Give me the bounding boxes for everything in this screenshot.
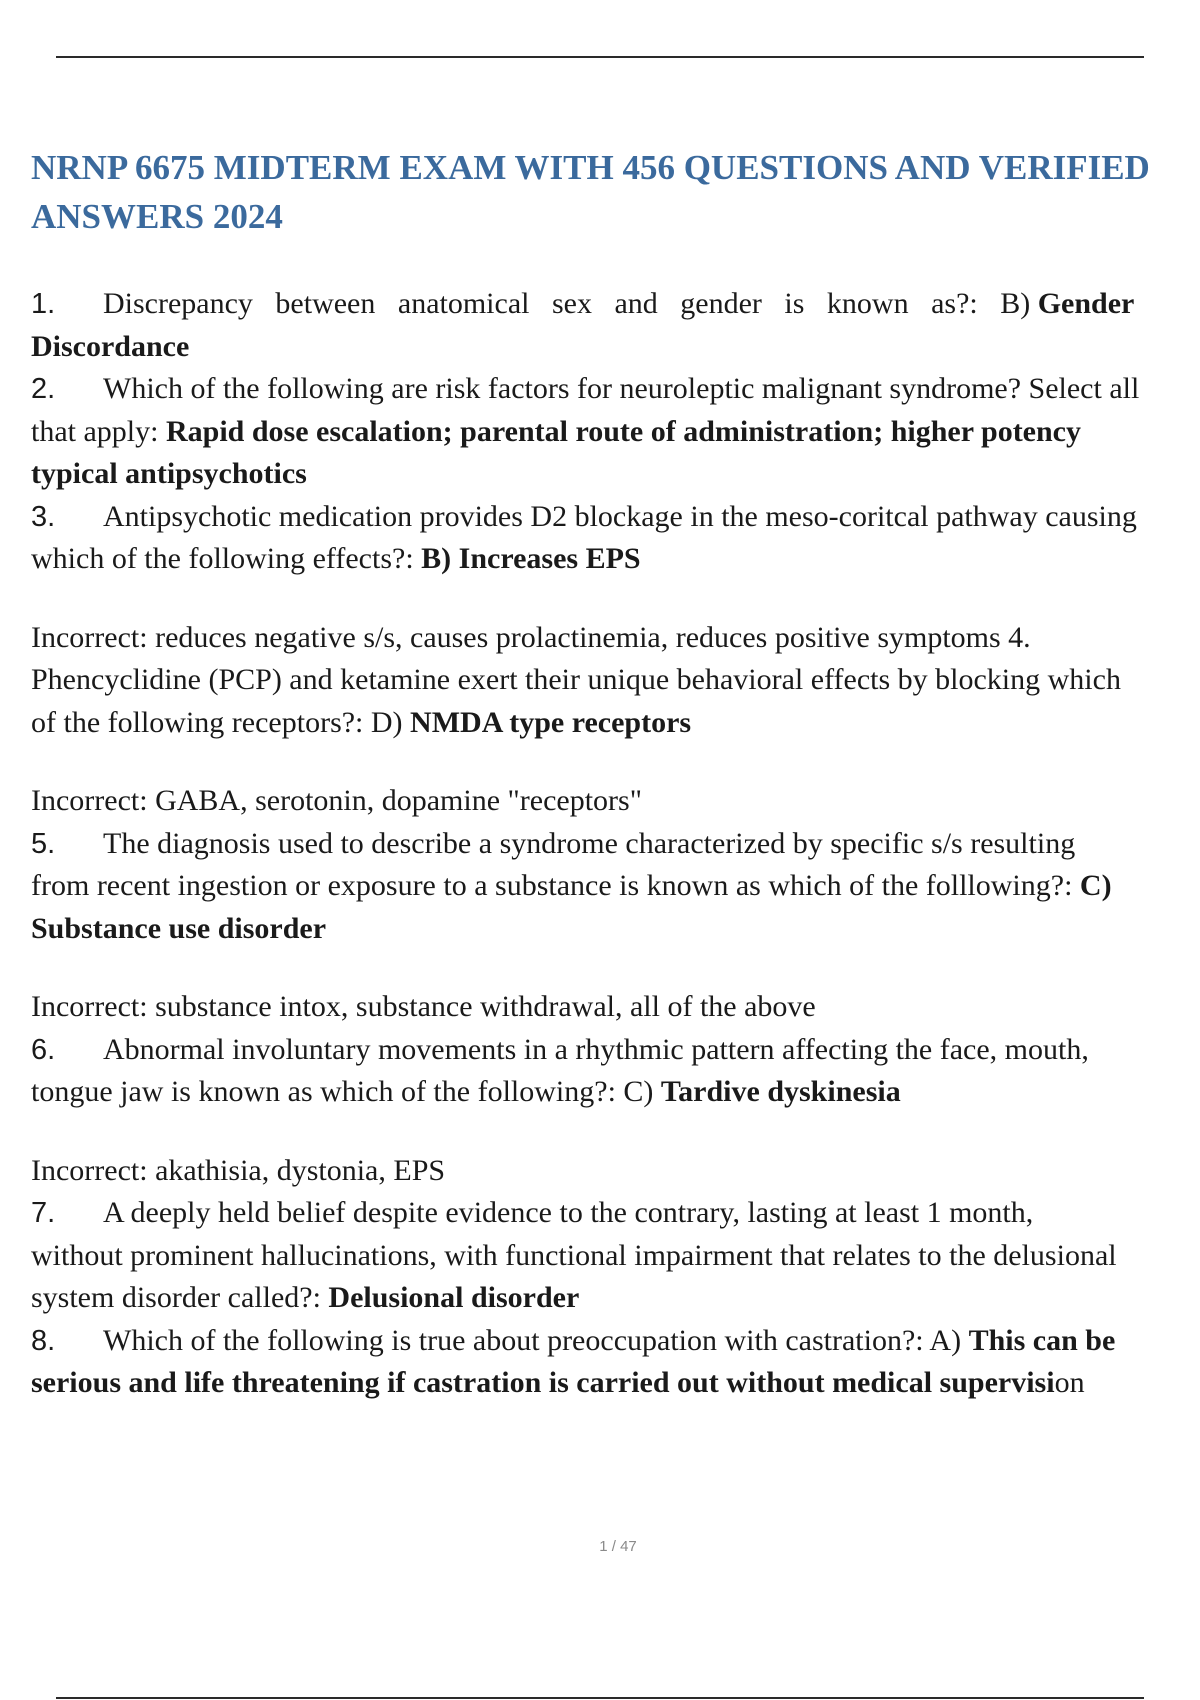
- question-text: Phencyclidine (PCP) and ketamine exert their unique behavioral effects by blocking which: [31, 663, 1121, 696]
- top-rule: [56, 56, 1144, 58]
- incorrect-note: Incorrect: substance intox, substance withdrawal, all of the above: [31, 990, 816, 1023]
- answer-text: Gender: [1037, 287, 1135, 320]
- answer-text: B) Increases EPS: [421, 542, 641, 575]
- title-line-2: ANSWERS 2024: [31, 197, 283, 236]
- question-number: 8.: [31, 1324, 56, 1357]
- answer-text: typical antipsychotics: [31, 457, 307, 490]
- question-number: 5.: [31, 827, 56, 860]
- answer-text: C): [1079, 869, 1112, 902]
- answer-text: Discordance: [31, 329, 190, 363]
- answer-text: serious and life threatening if castration is carried out without medical supervisi: [31, 1366, 1055, 1399]
- answer-text: Substance use disorder: [31, 911, 327, 945]
- question-text: tongue jaw is known as which of the following?: C): [31, 1075, 654, 1108]
- question-1: [31, 283, 1197, 368]
- question-number: 6.: [31, 1033, 56, 1066]
- question-text: Which of the following are risk factors for neuroleptic malignant syndrome? Select all: [103, 372, 1140, 405]
- question-7: [31, 1192, 1197, 1320]
- question-text: The diagnosis used to describe a syndrome characterized by specific s/s resulting: [103, 826, 1076, 860]
- answer-text: Rapid dose escalation; parental route of administration; higher potency: [165, 414, 1081, 448]
- question-text: Abnormal involuntary movements in a rhythmic pattern affecting the face, mouth,: [103, 1032, 1089, 1066]
- document-title: [31, 143, 1181, 241]
- answer-text: This can be: [968, 1323, 1116, 1357]
- incorrect-note: Incorrect: akathisia, dystonia, EPS: [31, 1153, 446, 1187]
- title-line-1: NRNP 6675 MIDTERM EXAM WITH 456 QUESTIONS AND VERIFIED: [31, 148, 1150, 187]
- question-8: [31, 1320, 1197, 1405]
- question-text: Discrepancy between anatomical sex and gender is known as?: B): [103, 287, 1031, 320]
- question-text: from recent ingestion or exposure to a substance is known as which of the folllowing?:: [31, 869, 1073, 902]
- question-3: [31, 496, 1197, 823]
- question-text: A deeply held belief despite evidence to the contrary, lasting at least 1 month,: [103, 1196, 1034, 1229]
- incorrect-note: Incorrect: reduces negative s/s, causes prolactinemia, reduces positive symptoms 4.: [31, 620, 1031, 654]
- question-text: of the following receptors?: D): [31, 705, 403, 739]
- question-text: which of the following effects?:: [31, 542, 414, 575]
- incorrect-note: Incorrect: GABA, serotonin, dopamine "receptors": [31, 784, 642, 817]
- answer-text: Tardive dyskinesia: [660, 1075, 901, 1108]
- question-text: system disorder called?:: [31, 1281, 321, 1314]
- question-list: [31, 283, 1197, 1405]
- question-2: [31, 368, 1197, 496]
- question-text: Antipsychotic medication provides D2 blockage in the meso-coritcal pathway causing: [103, 499, 1137, 533]
- question-number: 1.: [31, 288, 56, 320]
- answer-tail: on: [1054, 1366, 1085, 1399]
- question-6: [31, 1029, 1197, 1193]
- question-number: 7.: [31, 1197, 56, 1229]
- question-number: 2.: [31, 373, 56, 405]
- answer-text: NMDA type receptors: [410, 705, 692, 739]
- answer-text: Delusional disorder: [328, 1281, 580, 1314]
- question-text: that apply:: [31, 414, 159, 448]
- page-indicator: 1 / 47: [599, 1538, 637, 1555]
- question-text: without prominent hallucinations, with functional impairment that relates to the delusional: [31, 1238, 1117, 1272]
- question-text: Which of the following is true about preoccupation with castration?: A): [103, 1323, 962, 1357]
- question-number: 3.: [31, 500, 56, 533]
- question-5: [31, 823, 1197, 1029]
- bottom-rule: [56, 1697, 1144, 1699]
